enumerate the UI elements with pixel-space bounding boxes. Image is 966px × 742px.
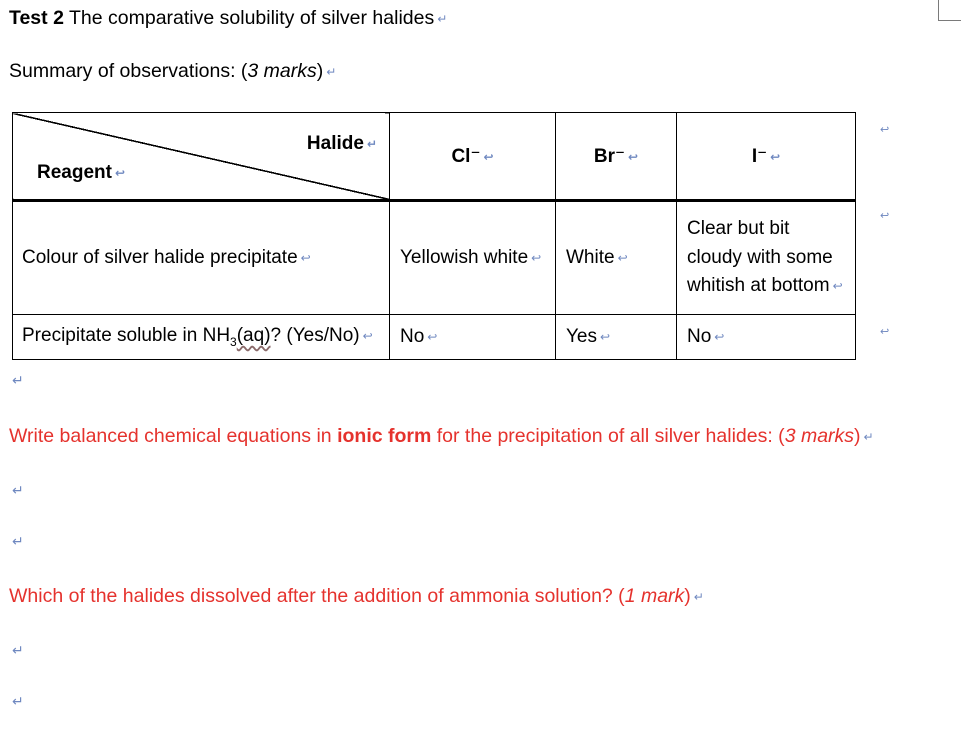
paragraph-mark-icon: ↵	[12, 482, 24, 498]
table-row	[13, 315, 856, 360]
value-cell: White ↩	[556, 201, 677, 315]
halide-header-chloride: Cl⁻ ↩	[390, 113, 556, 201]
question-ionic-equations: Write balanced chemical equations in ionic form for the precipitation of all silver halides: (3 marks) ↵	[9, 425, 874, 447]
cell-mark-icon: ↩	[714, 330, 725, 344]
cell-mark-icon: ↩	[531, 250, 542, 265]
summary-marks: 3 marks	[247, 60, 317, 82]
halide-header-bromide: Br⁻ ↩	[556, 113, 677, 201]
value-cell: Clear but bit cloudy with some whitish at bottom ↩	[677, 201, 856, 315]
row-end-mark-icon: ↩	[880, 210, 890, 222]
cell-mark-icon: ↩	[483, 149, 494, 164]
reagent-cell: Colour of silver halide precipitate ↩	[13, 201, 390, 315]
test-heading	[9, 9, 447, 29]
row-end-mark-icon: ↩	[880, 326, 890, 338]
paragraph-mark-icon: ↵	[366, 137, 377, 151]
paragraph-mark-icon: ↵	[693, 590, 704, 604]
cell-mark-icon: ↩	[600, 330, 611, 344]
summary-label: Summary of observations: (3 marks) ↵	[9, 60, 337, 82]
cell-mark-icon: ↩	[362, 329, 373, 344]
question-marks: 3 marks	[784, 425, 855, 447]
halide-header-iodide: I⁻ ↩	[677, 113, 856, 201]
question-dissolved-halides: Which of the halides dissolved after the addition of ammonia solution? (1 mark) ↵	[9, 585, 704, 607]
observations-table	[12, 112, 856, 360]
paragraph-mark-icon: ↵	[12, 693, 24, 709]
halide-header: Halide ↵	[306, 133, 377, 154]
row-end-mark-icon: ↩	[880, 124, 890, 136]
cell-mark-icon: ↩	[832, 279, 843, 294]
page-corner-mark	[938, 0, 961, 21]
test-title: The comparative solubility of silver halides	[63, 7, 435, 29]
reagent-header: Reagent ↩	[37, 162, 126, 183]
paragraph-mark-icon: ↵	[12, 533, 24, 549]
table-row	[13, 201, 856, 315]
diagonal-header-cell	[13, 113, 390, 201]
value-cell: No ↩	[390, 315, 556, 360]
table-header-row	[13, 113, 856, 201]
reagent-cell: Precipitate soluble in $NH_3(aq)$? (Yes/No) ↩	[13, 315, 390, 360]
cell-mark-icon: ↩	[770, 149, 781, 164]
cell-mark-icon: ↩	[617, 250, 628, 265]
value-cell: Yellowish white ↩	[390, 201, 556, 315]
paragraph-mark-icon: ↵	[863, 430, 874, 444]
cell-mark-icon: ↩	[427, 330, 438, 344]
paragraph-mark-icon: ↵	[437, 12, 448, 26]
value-cell: No ↩	[677, 315, 856, 360]
paragraph-mark-icon: ↵	[12, 642, 24, 658]
question-emphasis: ionic form	[337, 425, 432, 447]
paragraph-mark-icon: ↵	[12, 372, 24, 388]
test-number: Test 2	[9, 7, 64, 29]
cell-mark-icon: ↩	[300, 250, 311, 265]
cell-mark-icon: ↩	[628, 149, 639, 164]
paragraph-mark-icon: ↵	[326, 65, 337, 79]
spellcheck-underline: (aq)	[236, 325, 271, 347]
cell-mark-icon: ↩	[114, 166, 126, 180]
value-cell: Yes ↩	[556, 315, 677, 360]
question-marks: 1 mark	[624, 585, 685, 607]
